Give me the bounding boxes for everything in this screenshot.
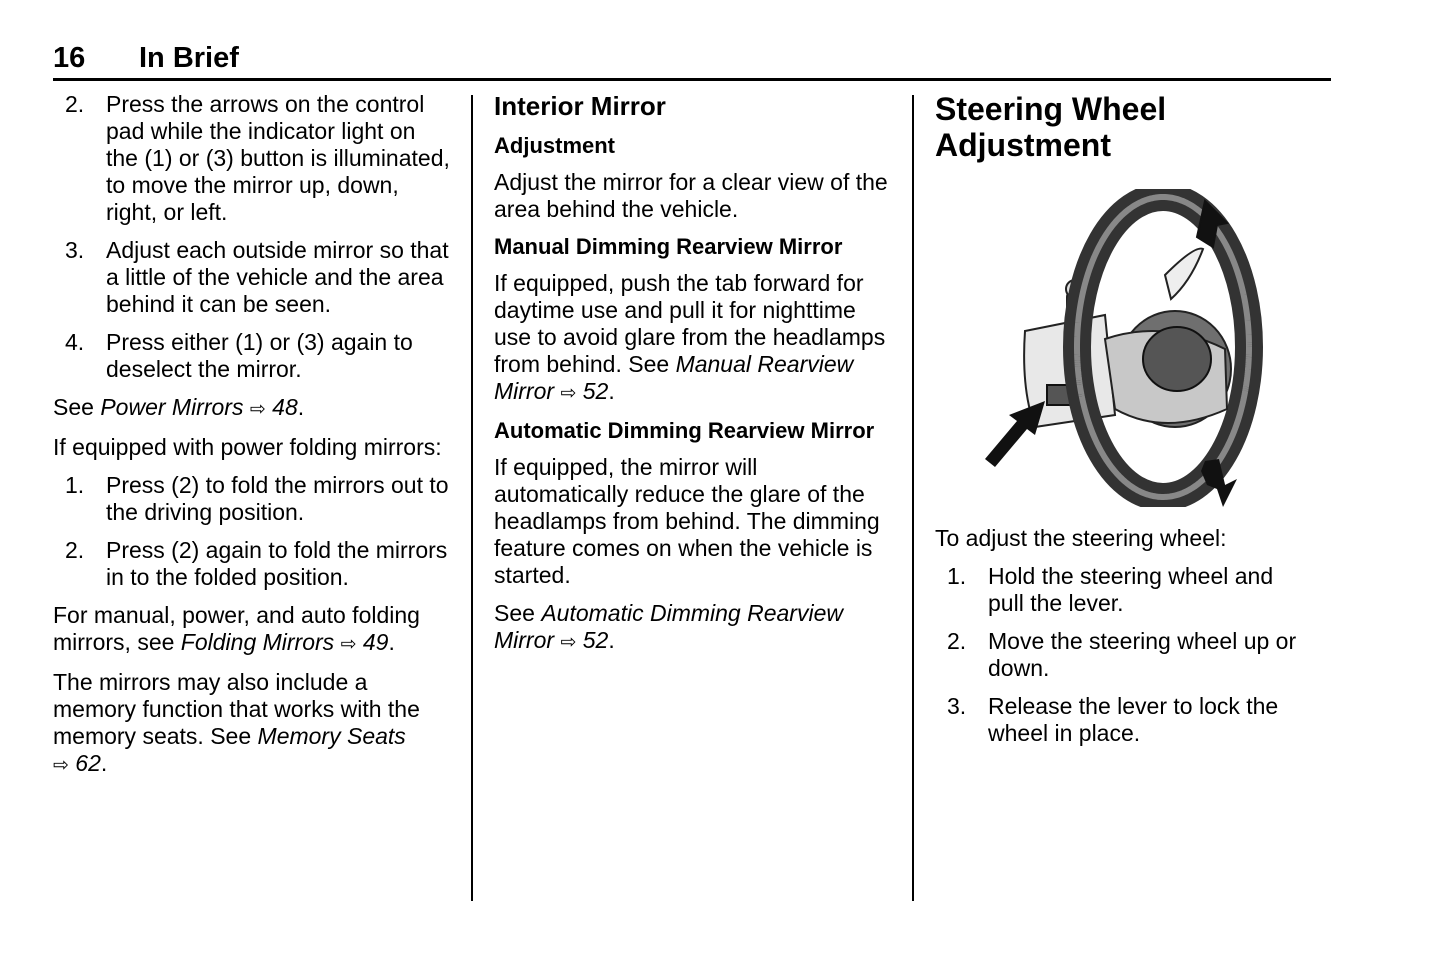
list-item: 2. Press the arrows on the control pad while the indicator light on the (1) or (3) button is illuminated, to move the mirror up, down, right, or left. <box>65 91 450 225</box>
paragraph: If equipped with power folding mirrors: <box>53 434 442 460</box>
adjustment-heading: Adjustment <box>494 133 615 158</box>
interior-mirror-heading: Interior Mirror <box>494 91 666 121</box>
paragraph: The mirrors may also include a memory function that works with the memory seats. See Memory Seats ⇨ 62. <box>53 669 420 776</box>
paragraph: If equipped, push the tab forward for daytime use and pull it for nighttime use to avoid glare from the headlamps from behind. See Manual Rearview Mirror ⇨ 52. <box>494 270 886 404</box>
reference-link[interactable]: Power Mirrors <box>100 394 244 420</box>
reference-link[interactable]: Folding Mirrors <box>180 629 335 655</box>
list-item: 3. Adjust each outside mirror so that a little of the vehicle and the area behind it can be seen. <box>65 237 449 317</box>
page-reference-arrow-icon: ⇨ <box>560 632 577 653</box>
list-item: 4. Press either (1) or (3) again to deselect the mirror. <box>65 329 413 382</box>
page-reference-arrow-icon: ⇨ <box>249 399 266 420</box>
list-item: 2. Press (2) again to fold the mirrors in to the folded position. <box>65 537 448 590</box>
steering-wheel-heading: Steering Wheel Adjustment <box>935 91 1167 163</box>
section-title: In Brief <box>139 42 239 74</box>
reference-link[interactable]: Automatic Dimming Rearview Mirror <box>494 600 843 653</box>
page-reference-arrow-icon: ⇨ <box>340 634 357 655</box>
steering-wheel-icon <box>965 189 1265 507</box>
column-divider <box>912 95 914 901</box>
mirror-steps-list <box>53 91 453 383</box>
see-reference: See Automatic Dimming Rearview Mirror ⇨ 52. <box>494 600 843 653</box>
paragraph: To adjust the steering wheel: <box>935 525 1227 551</box>
column-divider <box>471 95 473 901</box>
list-item: 3. Release the lever to lock the wheel in place. <box>947 693 1279 746</box>
auto-dimming-heading: Automatic Dimming Rearview Mirror <box>494 418 875 443</box>
reference-link[interactable]: Manual Rearview Mirror <box>494 351 854 404</box>
column-middle <box>494 91 894 667</box>
paragraph: For manual, power, and auto folding mirrors, see Folding Mirrors ⇨ 49. <box>53 602 420 655</box>
page-number: 16 <box>53 42 86 74</box>
reference-link[interactable]: Memory Seats <box>257 723 406 749</box>
steering-wheel-illustration <box>965 189 1265 507</box>
page-reference-arrow-icon: ⇨ <box>53 755 69 776</box>
column-right <box>935 91 1315 758</box>
folding-steps-list <box>53 472 453 591</box>
list-item: 1. Press (2) to fold the mirrors out to the driving position. <box>65 472 449 525</box>
column-left <box>53 91 453 790</box>
paragraph: Adjust the mirror for a clear view of the area behind the vehicle. <box>494 169 888 222</box>
steering-steps-list <box>935 563 1315 747</box>
page-reference-arrow-icon: ⇨ <box>560 383 577 404</box>
list-item: 1. Hold the steering wheel and pull the lever. <box>947 563 1274 616</box>
paragraph: If equipped, the mirror will automatically reduce the glare of the headlamps from behind. The dimming feature comes on when the vehicle is started. <box>494 454 880 588</box>
page-header <box>53 42 1331 81</box>
see-reference: See Power Mirrors ⇨ 48. <box>53 394 305 420</box>
list-item: 2. Move the steering wheel up or down. <box>947 628 1297 681</box>
manual-dimming-heading: Manual Dimming Rearview Mirror <box>494 234 843 259</box>
